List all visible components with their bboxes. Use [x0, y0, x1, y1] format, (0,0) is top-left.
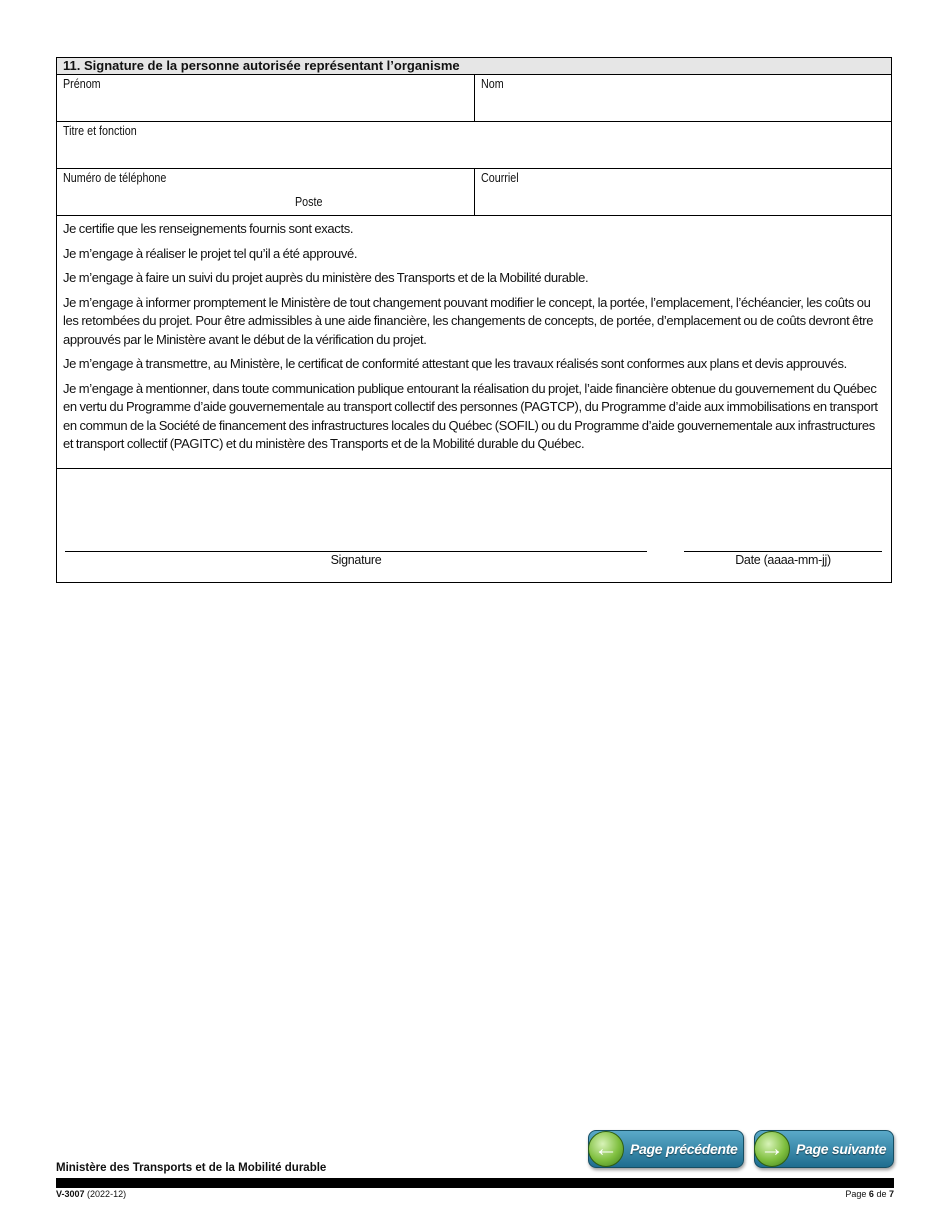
certification-item: Je certifie que les renseignements fournis sont exacts. — [63, 221, 354, 236]
titre-fonction-label: Titre et fonction — [63, 124, 137, 138]
form-code — [56, 1189, 126, 1199]
section-title: 11. Signature de la personne autorisée représentant l’organisme — [57, 58, 891, 75]
signature-area — [57, 469, 891, 582]
signature-line[interactable] — [65, 551, 647, 552]
form-code-date: (2022-12) — [87, 1189, 127, 1199]
date-line[interactable] — [684, 551, 882, 552]
ministry-name: Ministère des Transports et de la Mobilité durable — [56, 1162, 327, 1174]
title-row — [57, 122, 891, 169]
titre-fonction-field[interactable] — [57, 122, 891, 168]
signature-form-section — [56, 57, 892, 583]
nom-label: Nom — [481, 77, 504, 91]
contact-row — [57, 169, 891, 216]
footer-divider — [56, 1178, 894, 1188]
certification-item: Je m’engage à réaliser le projet tel qu’il a été approuvé. — [63, 245, 358, 261]
previous-page-label: Page précédente — [630, 1141, 738, 1157]
certification-item: Je m’engage à informer promptement le Ministère de tout changement pouvant modifier le concept, la portée, l’emplacement, l’échéancier, les coûts ou les retombées du projet. Pour être admissibles à une aide financière, les changements de concepts, de portée, d’emplacement ou de coûts devront être approuvés par le Ministère avant le début de la vérification du projet. — [63, 294, 874, 347]
telephone-label: Numéro de téléphone — [63, 171, 167, 185]
next-page-label: Page suivante — [796, 1141, 887, 1157]
prenom-label: Prénom — [63, 77, 101, 91]
certification-item: Je m’engage à mentionner, dans toute communication publique entourant la réalisation du projet, l’aide financière obtenue du gouvernement du Québec en vertu du Programme d’aide gouvernementale au transport collectif des personnes (PAGTCP), du Programme d’aide aux immobilisations en transport en commun de la Société de financement des infrastructures locales du Québec (SOFIL) ou du Programme d’aide gouvernementale aux infrastructures et transport collectif (PAGITC) et du ministère des Transports et de la Mobilité durable du Québec. — [63, 380, 878, 451]
certification-item: Je m’engage à faire un suivi du projet auprès du ministère des Transports et de la Mobilité durable. — [63, 270, 589, 285]
page-of: de — [876, 1189, 887, 1199]
certification-item: Je m’engage à transmettre, au Ministère, le certificat de conformité attestant que les travaux réalisés sont conformes aux plans et devis approuvés. — [63, 356, 847, 371]
prenom-field[interactable] — [57, 75, 475, 121]
page-word: Page — [845, 1189, 867, 1199]
courriel-label: Courriel — [481, 171, 519, 185]
nom-field[interactable] — [475, 75, 891, 121]
signature-label: Signature — [330, 552, 382, 567]
certification-text — [57, 216, 891, 469]
form-code-number: V-3007 — [56, 1189, 85, 1199]
arrow-left-icon: ← — [588, 1131, 624, 1167]
arrow-right-icon: → — [754, 1131, 790, 1167]
courriel-field[interactable] — [475, 169, 891, 215]
page-current: 6 — [868, 1189, 874, 1199]
date-label: Date (aaaa-mm-jj) — [735, 552, 831, 567]
page-indicator — [845, 1189, 894, 1199]
telephone-field[interactable] — [57, 169, 475, 215]
previous-page-button[interactable] — [588, 1130, 744, 1168]
poste-label: Poste — [295, 195, 323, 209]
next-page-button[interactable] — [754, 1130, 894, 1168]
page-total: 7 — [888, 1189, 894, 1199]
name-row — [57, 75, 891, 122]
